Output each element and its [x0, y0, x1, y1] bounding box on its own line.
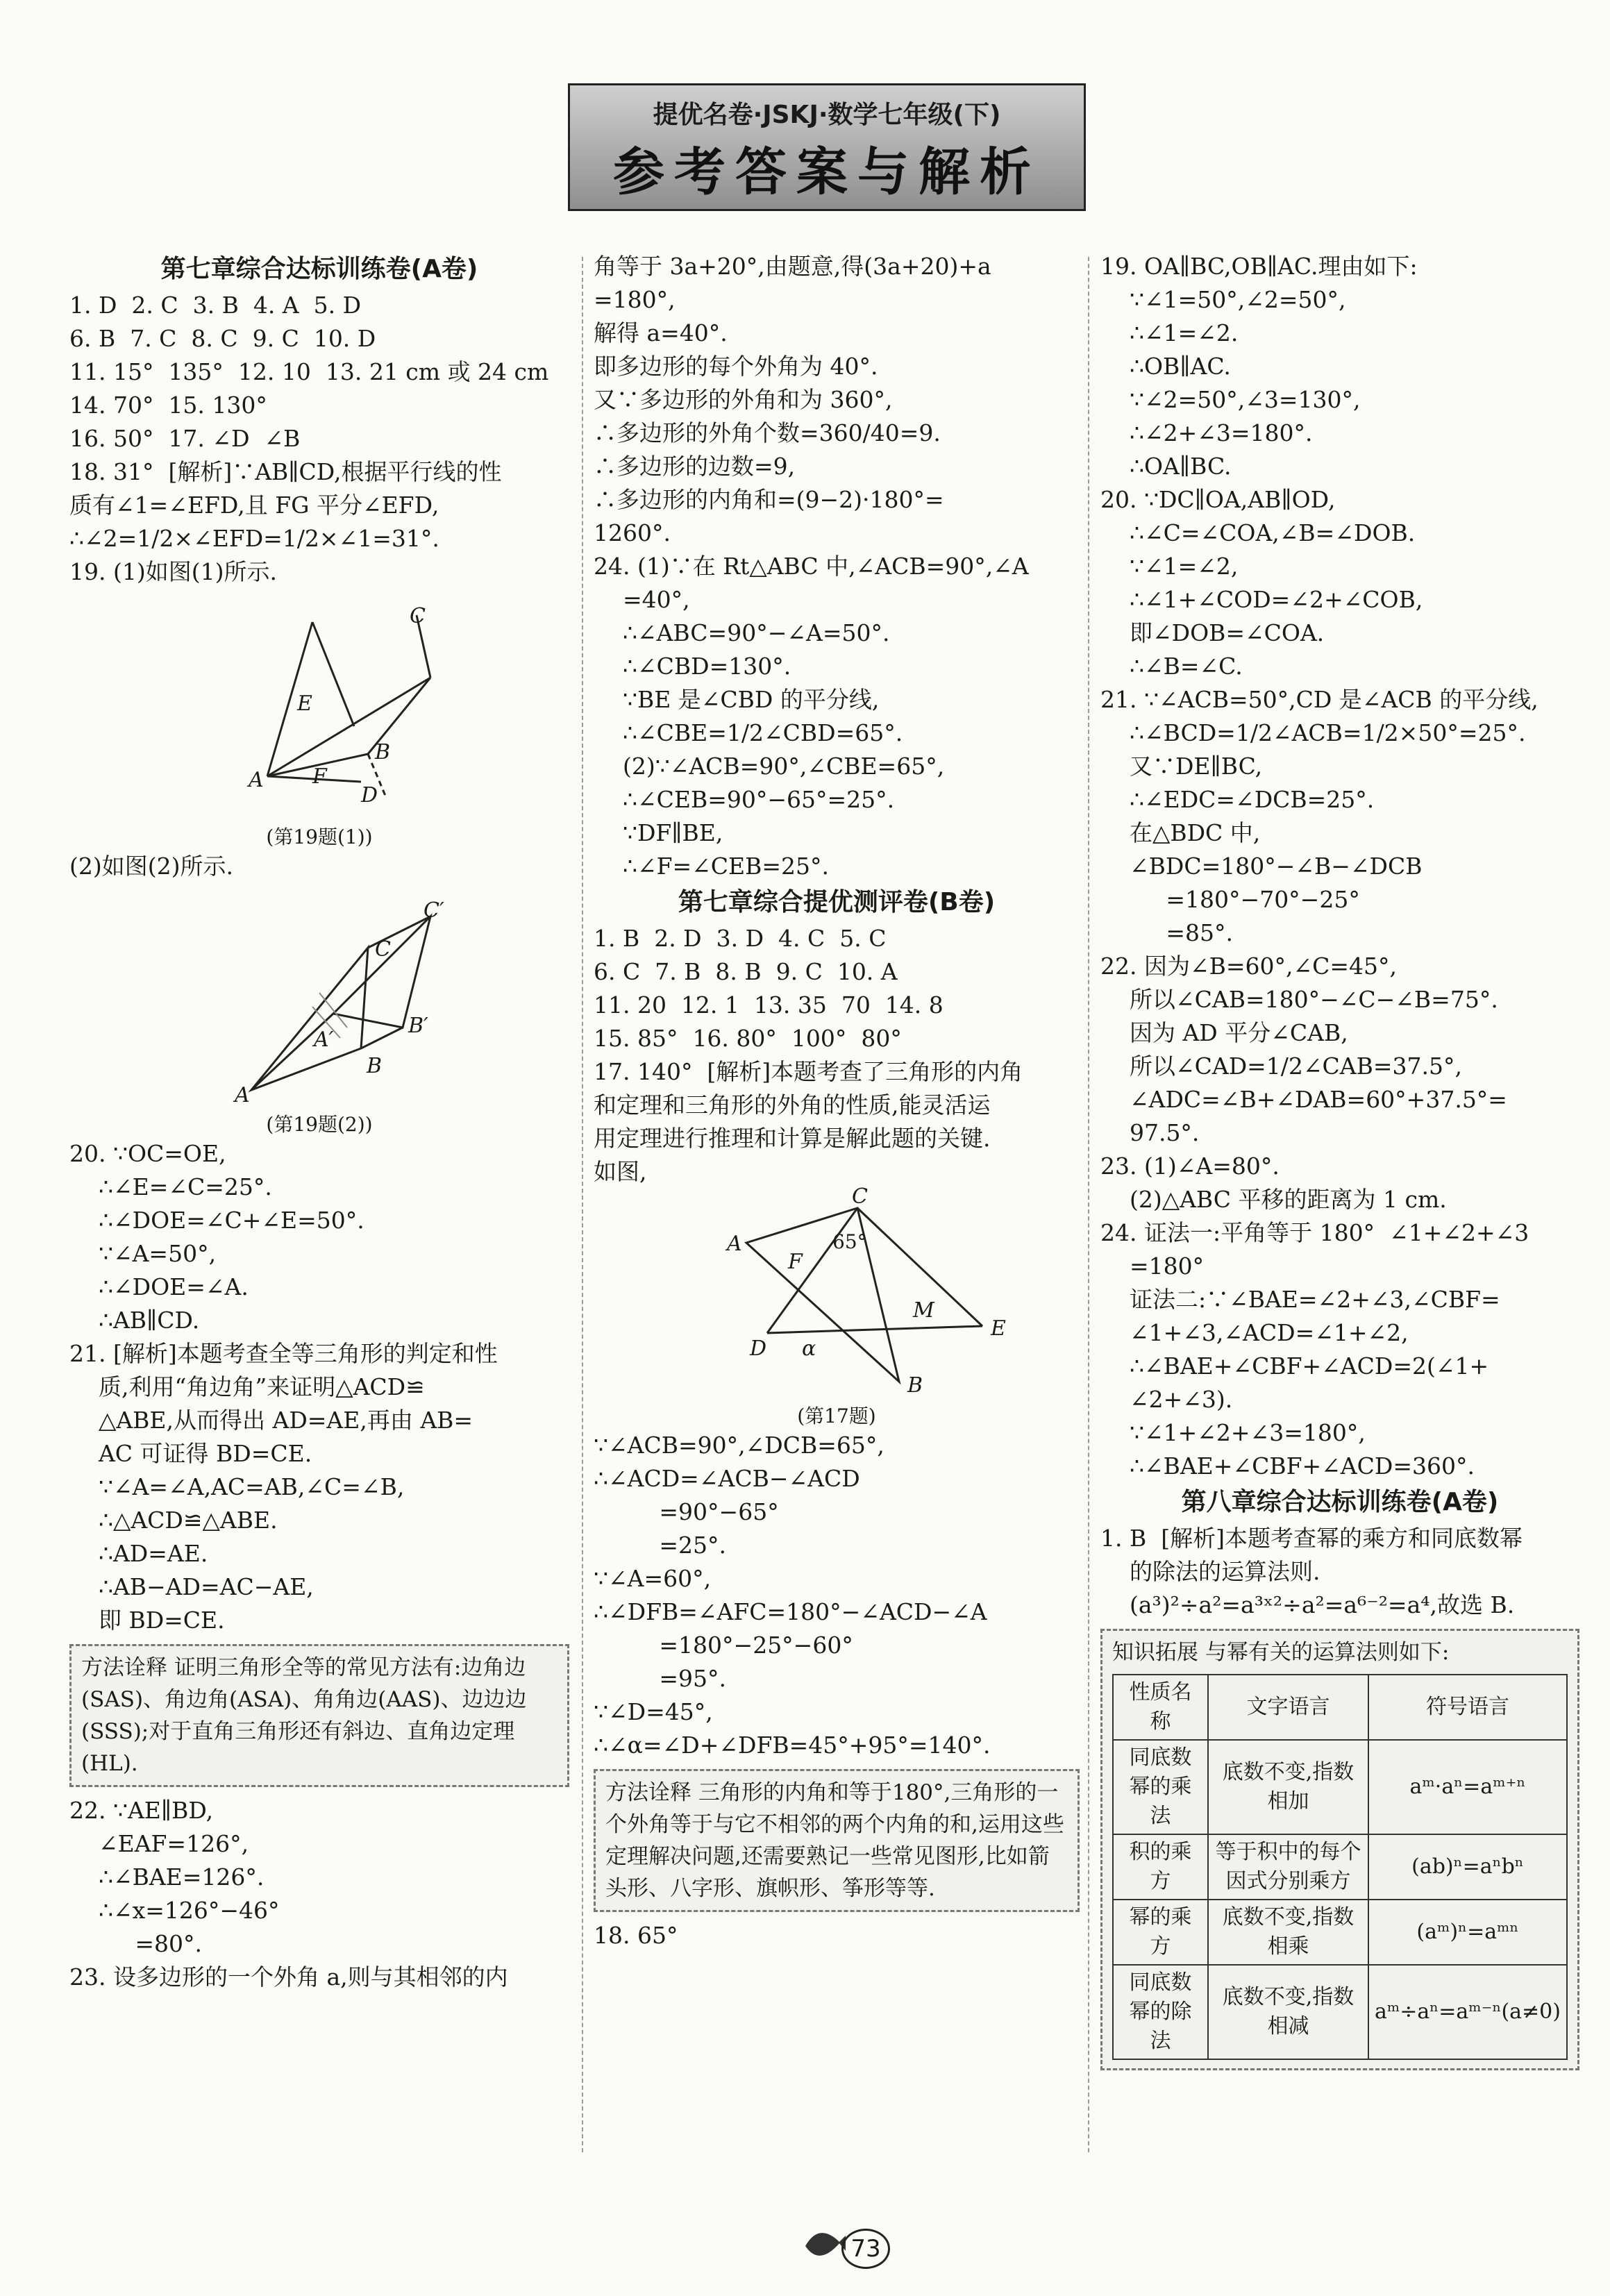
- answer-line: ∴多边形的边数=9,: [594, 453, 796, 480]
- figure-label: A′: [314, 1028, 334, 1052]
- answer-line: 证法二:∵∠BAE=∠2+∠3,∠CBF=: [1100, 1286, 1500, 1313]
- answer-line: 解得 a=40°.: [594, 319, 728, 346]
- figure-label: F: [312, 764, 327, 789]
- answer-line: =90°−65°: [594, 1498, 779, 1525]
- answer-line: ∴∠E=∠C=25°.: [69, 1173, 272, 1200]
- answer-line: 20. ∵DC∥OA,AB∥OD,: [1100, 486, 1336, 513]
- answer-line: ∴∠C=∠COA,∠B=∠DOB.: [1100, 519, 1416, 546]
- answer-line: ∵∠1=50°,∠2=50°,: [1100, 286, 1346, 313]
- answer-line: 又∵多边形的外角和为 360°,: [594, 386, 893, 413]
- power-rules-table: [1112, 1674, 1568, 2060]
- figure-label: D: [361, 783, 378, 807]
- answer-line: ∴∠BAE+∠CBF+∠ACD=2(∠1+: [1100, 1352, 1489, 1380]
- answer-line: 17. 140° [解析]本题考查了三角形的内角: [594, 1058, 1023, 1085]
- answer-line: =180°−70°−25°: [1100, 886, 1360, 913]
- answer-line: 即∠DOB=∠COA.: [1100, 619, 1325, 646]
- table-row: [1113, 1965, 1567, 2059]
- answer-line: =180°: [1100, 1252, 1205, 1280]
- figure-17: [594, 1184, 1080, 1398]
- answer-line: 16. 50° 17. ∠D ∠B: [69, 425, 301, 452]
- header-title: 参考答案与解析: [613, 142, 1041, 202]
- header-banner: [568, 83, 1086, 211]
- answer-line: ∴∠2+∠3=180°.: [1100, 419, 1313, 446]
- answer-line: 97.5°.: [1100, 1119, 1200, 1146]
- answer-line: ∴△ACD≌△ABE.: [69, 1507, 278, 1534]
- answer-line: 23. (1)∠A=80°.: [1100, 1153, 1280, 1180]
- figure-label: A: [727, 1232, 742, 1256]
- table-row: [1113, 1740, 1567, 1834]
- figure-label: E: [991, 1316, 1006, 1341]
- answer-line: ∴多边形的外角个数=360/40=9.: [594, 419, 941, 446]
- answer-line: 的除法的运算法则.: [1100, 1558, 1320, 1585]
- answer-line: ∠BDC=180°−∠B−∠DCB: [1100, 853, 1423, 880]
- section-heading: 第七章综合达标训练卷(A卷): [160, 255, 478, 283]
- answer-block: [594, 250, 1080, 883]
- answer-line: 即多边形的每个外角为 40°.: [594, 353, 878, 380]
- figure-label: C: [410, 604, 426, 628]
- answer-line: ∠EAF=126°,: [69, 1830, 249, 1857]
- page-number: 73: [841, 2229, 890, 2269]
- answer-block: [69, 1137, 569, 1637]
- answer-line: 18. 31° [解析]∵AB∥CD,根据平行线的性: [69, 458, 502, 485]
- answer-line: 所以∠CAB=180°−∠C−∠B=75°.: [1100, 986, 1498, 1013]
- figure-label: A: [249, 768, 264, 792]
- answer-line: ∵BE 是∠CBD 的平分线,: [594, 686, 880, 713]
- answer-line: 21. [解析]本题考查全等三角形的判定和性: [69, 1340, 498, 1367]
- table-cell: 底数不变,指数相加: [1208, 1740, 1368, 1834]
- figure-19-2: [69, 889, 569, 1107]
- figure-label: B: [367, 1054, 383, 1078]
- answer-line: 6. C 7. B 8. B 9. C 10. A: [594, 958, 898, 985]
- answer-line: ∴∠1+∠COD=∠2+∠COB,: [1100, 586, 1423, 613]
- answer-line: =180°,: [594, 286, 676, 313]
- answer-block: [594, 1429, 1080, 1762]
- figure-label: B: [907, 1373, 923, 1398]
- answer-block: [69, 1794, 569, 1994]
- table-cell: (aᵐ)ⁿ=aᵐⁿ: [1368, 1900, 1567, 1965]
- answer-line: ∴∠2=1/2×∠EFD=1/2×∠1=31°.: [69, 525, 439, 552]
- method-text: 方法诠释 证明三角形全等的常见方法有:边角边(SAS)、角边角(ASA)、角角边(AAS)、边边边(SSS);对于直角三角形还有斜边、直角边定理(HL).: [81, 1655, 527, 1776]
- answer-line: ∴OB∥AC.: [1100, 353, 1231, 380]
- figure-label: F: [788, 1250, 803, 1274]
- answer-line: 19. OA∥BC,OB∥AC.理由如下:: [1100, 253, 1418, 280]
- table-cell: aᵐ·aⁿ=aᵐ⁺ⁿ: [1368, 1740, 1567, 1834]
- fish-icon: [798, 2215, 847, 2277]
- figure-label: D: [750, 1336, 767, 1361]
- answer-line: ∴∠1=∠2.: [1100, 319, 1239, 346]
- knowledge-box: [1100, 1629, 1579, 2070]
- answer-line: ∴∠ACD=∠ACB−∠ACD: [594, 1465, 860, 1492]
- answer-line: 22. 因为∠B=60°,∠C=45°,: [1100, 953, 1398, 980]
- answer-line: ∴多边形的内角和=(9−2)·180°=: [594, 486, 944, 513]
- answer-line: (2)△ABC 平移的距离为 1 cm.: [1100, 1186, 1447, 1213]
- table-cell: 幂的乘方: [1113, 1900, 1208, 1965]
- figure-19-2-drawing: [69, 889, 569, 1104]
- answer-line: ∴AB−AD=AC−AE,: [69, 1573, 314, 1600]
- answer-line: 1260°.: [594, 519, 671, 546]
- method-box: [594, 1769, 1080, 1912]
- answer-line: ∴∠ABC=90°−∠A=50°.: [594, 619, 890, 646]
- answer-line: ∴∠B=∠C.: [1100, 653, 1243, 680]
- answer-line: ∵∠A=60°,: [594, 1565, 712, 1592]
- answer-line: 21. ∵∠ACB=50°,CD 是∠ACB 的平分线,: [1100, 686, 1538, 713]
- answer-line: 24. (1)∵在 Rt△ABC 中,∠ACB=90°,∠A: [594, 553, 1029, 580]
- method-text: 方法诠释 三角形的内角和等于180°,三角形的一个外角等于与它不相邻的两个内角的和,运用这些定理解决问题,还需要熟记一些常见图形,比如箭头形、八字形、旗帜形、筝形等等.: [605, 1780, 1064, 1901]
- column-2: [594, 250, 1080, 1952]
- table-header-cell: 性质名称: [1113, 1675, 1208, 1740]
- answer-line: ∵DF∥BE,: [594, 819, 723, 846]
- answer-line: 11. 20 12. 1 13. 35 70 14. 8: [594, 991, 944, 1019]
- answer-line: ∠ADC=∠B+∠DAB=60°+37.5°=: [1100, 1086, 1507, 1113]
- answer-line: 质有∠1=∠EFD,且 FG 平分∠EFD,: [69, 492, 439, 519]
- answer-line: ∴∠EDC=∠DCB=25°.: [1100, 786, 1375, 813]
- answer-line: (2)如图(2)所示.: [69, 853, 233, 880]
- page-footer: [798, 2215, 896, 2277]
- answer-line: 1. B 2. D 3. D 4. C 5. C: [594, 925, 887, 952]
- answer-line: ∴∠CEB=90°−65°=25°.: [594, 786, 895, 813]
- answer-line: ∴∠x=126°−46°: [69, 1897, 280, 1924]
- table-cell: 同底数幂的乘法: [1113, 1740, 1208, 1834]
- column-divider: [582, 257, 583, 2152]
- answer-line: ∵∠D=45°,: [594, 1698, 713, 1725]
- answer-line: 和定理和三角形的外角的性质,能灵活运: [594, 1091, 991, 1118]
- answer-block: [1100, 250, 1579, 1483]
- answer-line: =80°.: [69, 1930, 203, 1957]
- figure-caption: (第19题(1)): [266, 826, 373, 848]
- answer-line: ∴AD=AE.: [69, 1540, 208, 1567]
- section-heading: 第七章综合提优测评卷(B卷): [678, 888, 996, 916]
- answer-line: 1. B [解析]本题考查幂的乘方和同底数幂: [1100, 1525, 1523, 1552]
- answer-line: ∴∠BAE+∠CBF+∠ACD=360°.: [1100, 1452, 1475, 1480]
- answer-line: ∠2+∠3).: [1100, 1386, 1233, 1413]
- table-cell: 底数不变,指数相乘: [1208, 1900, 1368, 1965]
- answer-line: 即 BD=CE.: [69, 1607, 225, 1634]
- answer-line: ∴∠CBD=130°.: [594, 653, 791, 680]
- answer-line: ∵∠1=∠2,: [1100, 553, 1239, 580]
- answer-line: 24. 证法一:平角等于 180° ∠1+∠2+∠3: [1100, 1219, 1529, 1246]
- table-cell: 底数不变,指数相减: [1208, 1965, 1368, 2059]
- table-cell: (ab)ⁿ=aⁿbⁿ: [1368, 1834, 1567, 1900]
- answer-line: ∴∠α=∠D+∠DFB=45°+95°=140°.: [594, 1732, 991, 1759]
- figure-label: C′: [424, 898, 444, 923]
- answer-line: =180°−25°−60°: [594, 1632, 853, 1659]
- figure-17-drawing: [594, 1194, 1080, 1396]
- knowledge-title: 知识拓展 与幂有关的运算法则如下:: [1112, 1640, 1450, 1665]
- answer-line: 14. 70° 15. 130°: [69, 392, 267, 419]
- header-subtitle: 提优名卷·JSKJ·数学七年级(下): [653, 101, 1001, 129]
- figure-label: B: [375, 740, 391, 764]
- answer-block: [69, 289, 569, 589]
- answer-line: ∵∠A=∠A,AC=AB,∠C=∠B,: [69, 1473, 405, 1500]
- answer-line: 因为 AD 平分∠CAB,: [1100, 1019, 1348, 1046]
- angle-label: 65°: [832, 1230, 867, 1253]
- answer-line: ∵∠1+∠2+∠3=180°,: [1100, 1419, 1366, 1446]
- answer-line: =85°.: [1100, 919, 1234, 946]
- answer-line: ∵∠ACB=90°,∠DCB=65°,: [594, 1432, 884, 1459]
- table-cell: 积的乘方: [1113, 1834, 1208, 1900]
- table-cell: 同底数幂的除法: [1113, 1965, 1208, 2059]
- answer-line: ∴AB∥CD.: [69, 1307, 200, 1334]
- column-divider: [1088, 257, 1089, 2152]
- answer-block: [594, 922, 1080, 1189]
- figure-label: C: [852, 1184, 868, 1209]
- answer-line: ∴∠BAE=126°.: [69, 1863, 265, 1891]
- answer-line: ∠1+∠3,∠ACD=∠1+∠2,: [1100, 1319, 1409, 1346]
- figure-label: M: [913, 1298, 934, 1323]
- angle-label: α: [802, 1336, 816, 1361]
- answer-line: =40°,: [594, 586, 690, 613]
- answer-line: 在△BDC 中,: [1100, 819, 1261, 846]
- table-row: [1113, 1834, 1567, 1900]
- answer-line: △ABE,从而得出 AD=AE,再由 AB=: [69, 1407, 473, 1434]
- answer-line: ∵∠A=50°,: [69, 1240, 217, 1267]
- table-header-cell: 文字语言: [1208, 1675, 1368, 1740]
- answer-line: 23. 设多边形的一个外角 a,则与其相邻的内: [69, 1963, 508, 1991]
- figure-label: C: [375, 937, 391, 962]
- column-1: [69, 250, 569, 1994]
- answer-line: ∴∠DFB=∠AFC=180°−∠ACD−∠A: [594, 1598, 987, 1625]
- answer-line: 所以∠CAD=1/2∠CAB=37.5°,: [1100, 1053, 1463, 1080]
- answer-block: [1100, 1522, 1579, 1622]
- answer-line: 6. B 7. C 8. C 9. C 10. D: [69, 325, 376, 352]
- answer-line: =95°.: [594, 1665, 727, 1692]
- answer-line: (a³)²÷a²=a³ˣ²÷a²=a⁶⁻²=a⁴,故选 B.: [1100, 1591, 1515, 1618]
- answer-line: ∴∠BCD=1/2∠ACB=1/2×50°=25°.: [1100, 719, 1526, 746]
- table-cell: 等于积中的每个因式分别乘方: [1208, 1834, 1368, 1900]
- method-box: [69, 1644, 569, 1787]
- answer-line: 15. 85° 16. 80° 100° 80°: [594, 1025, 902, 1052]
- answer-line: 11. 15° 135° 12. 10 13. 21 cm 或 24 cm: [69, 358, 549, 385]
- answer-line: ∴∠CBE=1/2∠CBD=65°.: [594, 719, 903, 746]
- answer-line: ∴∠F=∠CEB=25°.: [594, 853, 830, 880]
- figure-caption: (第17题): [797, 1405, 876, 1427]
- answer-line: ∵∠2=50°,∠3=130°,: [1100, 386, 1361, 413]
- answer-line: =25°.: [594, 1532, 727, 1559]
- figure-label: B′: [408, 1014, 428, 1038]
- answer-line: 20. ∵OC=OE,: [69, 1140, 226, 1167]
- table-header-cell: 符号语言: [1368, 1675, 1567, 1740]
- table-header-row: [1113, 1675, 1567, 1740]
- answer-line: AC 可证得 BD=CE.: [69, 1440, 312, 1467]
- answer-line: 18. 65°: [594, 1922, 678, 1949]
- answer-line: 19. (1)如图(1)所示.: [69, 558, 277, 585]
- figure-caption: (第19题(2)): [266, 1113, 373, 1136]
- figure-label: E: [297, 692, 312, 716]
- figure-label: A: [235, 1083, 250, 1107]
- answer-line: (2)∵∠ACB=90°,∠CBE=65°,: [594, 753, 945, 780]
- table-row: [1113, 1900, 1567, 1965]
- answer-line: 如图,: [594, 1158, 647, 1185]
- answer-line: ∴∠DOE=∠C+∠E=50°.: [69, 1207, 364, 1234]
- table-cell: aᵐ÷aⁿ=aᵐ⁻ⁿ(a≠0): [1368, 1965, 1567, 2059]
- answer-line: 22. ∵AE∥BD,: [69, 1797, 214, 1824]
- answer-line: 质,利用“角边角”来证明△ACD≌: [69, 1373, 425, 1400]
- answer-line: 角等于 3a+20°,由题意,得(3a+20)+a: [594, 253, 991, 280]
- figure-19-1: [69, 594, 569, 816]
- section-heading: 第八章综合达标训练卷(A卷): [1181, 1488, 1499, 1516]
- answer-line: 用定理进行推理和计算是解此题的关键.: [594, 1125, 991, 1152]
- answer-line: 1. D 2. C 3. B 4. A 5. D: [69, 292, 362, 319]
- answer-line: 又∵DE∥BC,: [1100, 753, 1263, 780]
- answer-line: ∴∠DOE=∠A.: [69, 1273, 249, 1300]
- column-3: [1100, 250, 1579, 2077]
- answer-line: ∴OA∥BC.: [1100, 453, 1232, 480]
